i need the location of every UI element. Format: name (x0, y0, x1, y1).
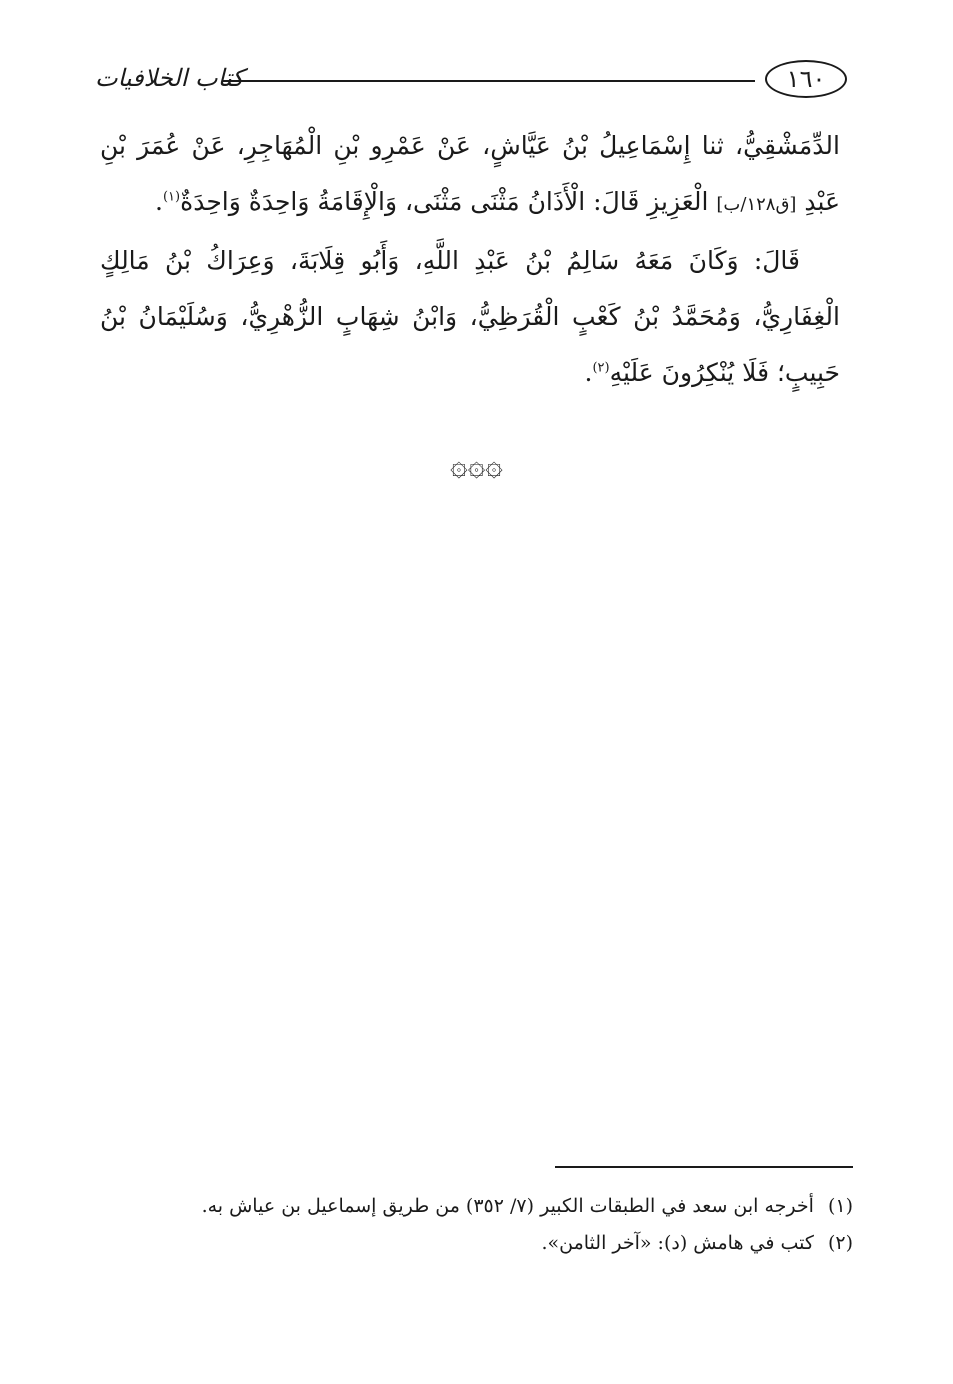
footnotes (113, 1188, 853, 1262)
footnote-1 (113, 1188, 853, 1225)
manuscript-reference: [ق١٢٨/ب] (716, 194, 797, 215)
page-number-text: ١٦٠ (786, 65, 826, 93)
section-ornaments (0, 448, 953, 483)
ornament-icon: ۞ (467, 448, 486, 483)
paragraph-2 (100, 233, 840, 401)
footnote-number: (١) (827, 1195, 853, 1217)
para2-text: قَالَ: وَكَانَ مَعَهُ سَالِمُ بْنُ عَبْدِ اللَّهِ، وَأَبُو قِلَابَةَ، وَعِرَاكُ بْنُ مَالِكٍ الْغِفَارِيُّ، وَمُحَمَّدُ بْنُ كَعْبٍ الْقُرَظِيُّ، وَابْنُ شِهَابٍ الزُّهْرِيُّ، وَسُلَيْمَانُ بْنُ حَبِيبٍ؛ فَلَا يُنْكِرُونَ عَلَيْهِ (100, 246, 840, 387)
ornament-icon: ۞ (485, 448, 503, 483)
page-header (95, 58, 847, 104)
footnote-text: كتب في هامش (د): «آخر الثامن». (541, 1232, 814, 1254)
para1-text-a: الدِّمَشْقِيُّ، ثنا إِسْمَاعِيلُ بْنُ عَيَّاشٍ، عَنْ عَمْرِو بْنِ الْمُهَاجِرِ، عَنْ عُمَرَ بْنِ عَبْدِ (100, 131, 840, 216)
paragraph-1 (100, 118, 840, 233)
book-title: كتاب الخلافيات (95, 64, 244, 92)
para1-text-b: الْعَزِيزِ قَالَ: الْأَذَانُ مَثْنَى مَثْنَى، وَالْإِقَامَةُ وَاحِدَةٌ وَاحِدَةٌ (180, 187, 709, 216)
para1-end: . (155, 187, 163, 216)
footnote-2 (113, 1225, 853, 1262)
footnote-rule (555, 1166, 853, 1168)
para2-end: . (584, 358, 593, 387)
body-text (100, 118, 840, 401)
footnote-ref-1: (١) (162, 189, 181, 205)
footnote-text: أخرجه ابن سعد في الطبقات الكبير (٧/ ٣٥٢) من طريق إسماعيل بن عياش به. (201, 1195, 814, 1217)
ornament-icon: ۞ (450, 448, 468, 483)
footnote-ref-2: (٢) (592, 360, 610, 376)
header-rule (223, 80, 755, 82)
page-number (765, 60, 847, 98)
footnote-number: (٢) (827, 1232, 853, 1254)
